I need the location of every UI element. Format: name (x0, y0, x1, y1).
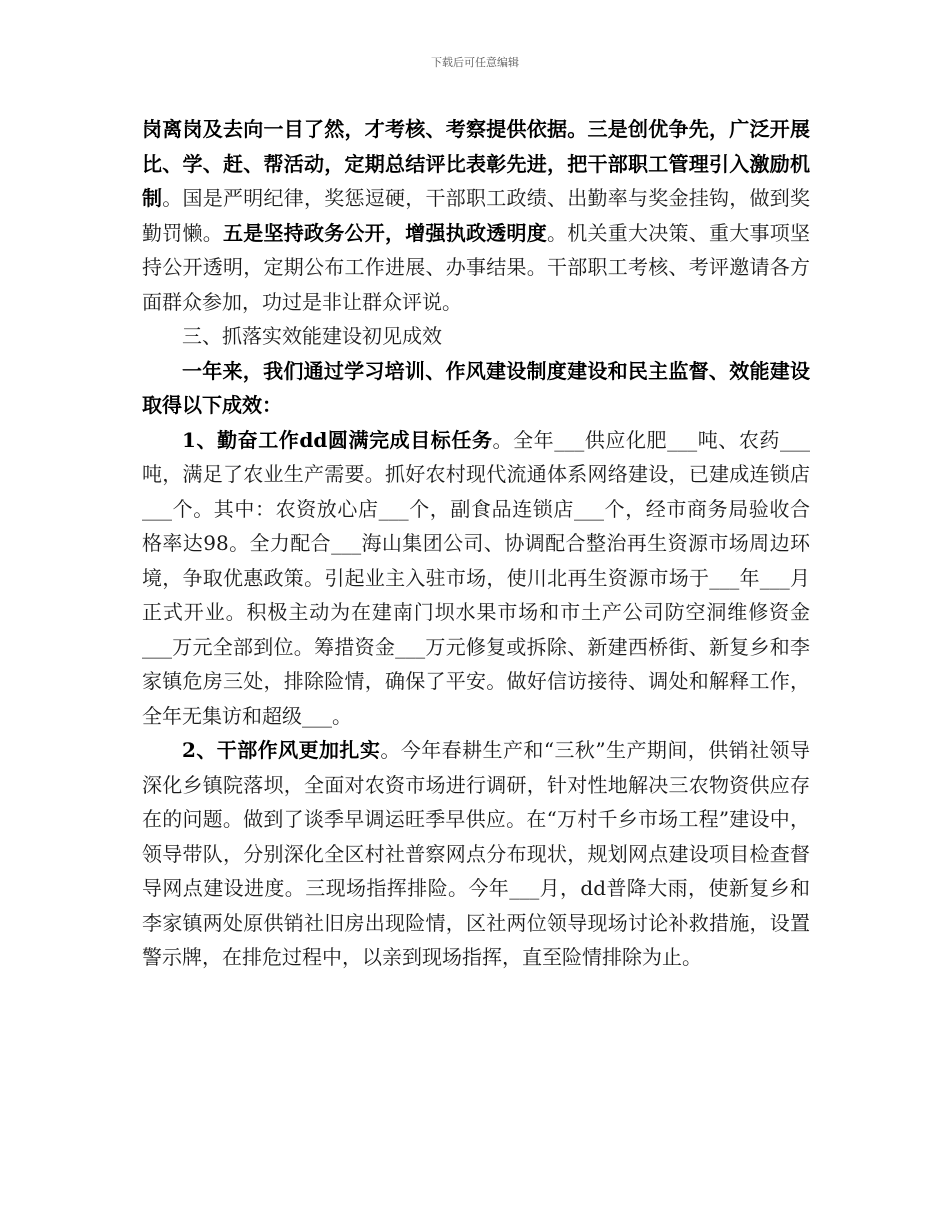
document-body (142, 112, 810, 975)
list-item (142, 733, 810, 975)
body-text: 。机关重大决策、重大事项坚持公开透明，定期公布工作进展、办事结果。干部职工考核、考评邀请各方面群众参加，功过是非让群众评说。 (142, 220, 810, 314)
item-body: 。今年春耕生产和“三秋”生产期间，供销社领导深化乡镇院落坝，全面对农资市场进行调研，针对性地解决三农物资供应存在的问题。做到了谈季早调运旺季早供应。在“万村千乡市场工程”建设中，领导带队，分别深化全区村社普察网点分布现状，规划网点建设项目检查督导网点建设进度。三现场指挥排险。今年___月，dd普降大雨，使新复乡和李家镇两处原供销社旧房出现险情，区社两位领导现场讨论补救措施，设置警示牌，在排危过程中，以亲到现场指挥，直至险情排除为止。 (142, 738, 810, 969)
bold-text: 岗离岗及去向一目了然，才考核、考察提供依据。三是创优争先，广泛开展比、学、赶、帮活动，定期总结评比表彰先进，把干部职工管理引入激励机制 (142, 117, 810, 210)
bold-text: 五是坚持政务公开，增强执政透明度 (223, 220, 547, 245)
item-title: 2、干部作风更加扎实 (182, 738, 381, 762)
paragraph-continuation (142, 112, 810, 319)
page-header: 下载后可任意编辑 (431, 56, 519, 69)
item-body: 。全年___供应化肥___吨、农药___吨，满足了农业生产需要。抓好农村现代流通体系网络建设，已建成连锁店___个。其中：农资放心店___个，副食品连锁店___个，经市商务局验收合格率达98。全力配合___海山集团公司、协调配合整治再生资源市场周边环境，争取优惠政策。引起业主入驻市场，使川北再生资源市场于___年___月正式开业。积极主动为在建南门坝水果市场和市土产公司防空洞维修资金___万元全部到位。筹措资金___万元修复或拆除、新建西桥街、新复乡和李家镇危房三处，排除险情，确保了平安。做好信访接待、调处和解释工作，全年无集访和超级___。 (142, 427, 810, 728)
section-heading: 三、抓落实效能建设初见成效 (182, 324, 442, 348)
intro-paragraph: 一年来，我们通过学习培训、作风建设制度建设和民主监督、效能建设取得以下成效： (142, 358, 810, 417)
item-title: 1、勤奋工作dd圆满完成目标任务 (182, 427, 493, 452)
body-text: 。国是严明纪律，奖惩逗硬，干部职工政绩、出勤率与奖金挂钩，做到奖勤罚懒。 (142, 186, 810, 245)
list-item (142, 423, 810, 734)
